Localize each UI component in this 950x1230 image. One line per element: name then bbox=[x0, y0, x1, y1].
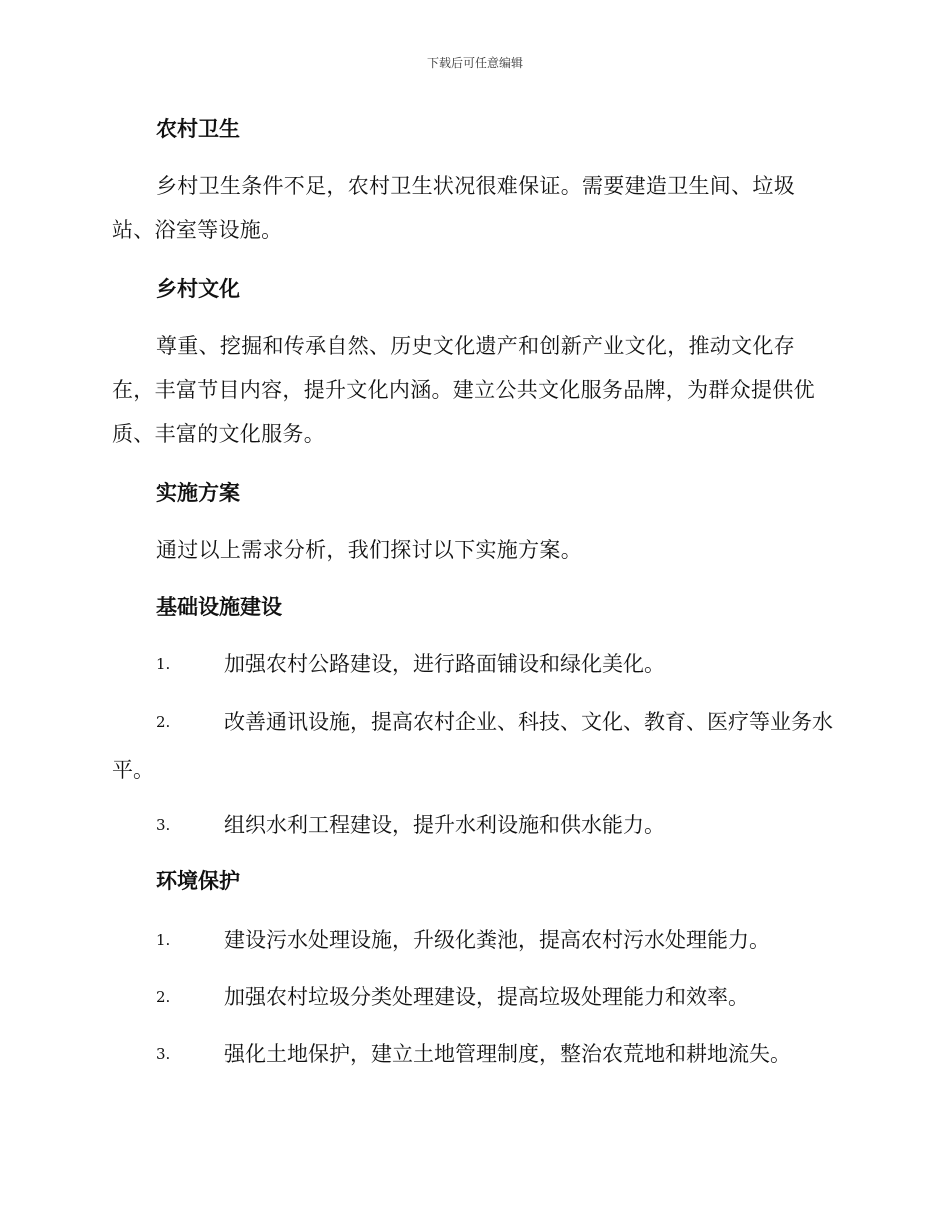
list-item-number: 1. bbox=[156, 655, 171, 673]
list-item-number: 2. bbox=[156, 988, 171, 1006]
list-item-number: 2. bbox=[156, 713, 171, 731]
section-heading-rural-hygiene: 农村卫生 bbox=[156, 117, 240, 141]
section-heading-environmental-protection: 环境保护 bbox=[156, 869, 240, 893]
section-heading-rural-culture: 乡村文化 bbox=[156, 277, 240, 301]
list-item-text: 加强农村公路建设，进行路面铺设和绿化美化。 bbox=[224, 652, 665, 676]
list-item bbox=[112, 801, 834, 849]
paragraph-rural-hygiene: 乡村卫生条件不足，农村卫生状况很难保证。需要建造卫生间、垃圾站、浴室等设施。 bbox=[112, 174, 795, 242]
list-item-text: 强化土地保护，建立土地管理制度，整治农荒地和耕地流失。 bbox=[224, 1042, 791, 1066]
list-item-number: 3. bbox=[156, 1045, 171, 1063]
page-header-text: 下载后可任意编辑 bbox=[426, 56, 523, 70]
list-item-number: 3. bbox=[156, 816, 171, 834]
paragraph-rural-culture: 尊重、挖掘和传承自然、历史文化遗产和创新产业文化，推动文化存在，丰富节目内容，提升文化内涵。建立公共文化服务品牌，为群众提供优质、丰富的文化服务。 bbox=[112, 334, 815, 446]
list-item-text: 建设污水处理设施，升级化粪池，提高农村污水处理能力。 bbox=[224, 928, 770, 952]
list-item bbox=[112, 1030, 834, 1078]
section-heading-infrastructure: 基础设施建设 bbox=[156, 595, 282, 619]
list-item-number: 1. bbox=[156, 931, 171, 949]
list-item-text: 组织水利工程建设，提升水利设施和供水能力。 bbox=[224, 813, 665, 837]
list-item-text: 加强农村垃圾分类处理建设，提高垃圾处理能力和效率。 bbox=[224, 985, 749, 1009]
section-heading-implementation: 实施方案 bbox=[156, 481, 240, 505]
list-item bbox=[112, 640, 834, 688]
paragraph-implementation: 通过以上需求分析，我们探讨以下实施方案。 bbox=[156, 538, 582, 562]
list-item bbox=[112, 698, 834, 794]
list-item bbox=[112, 916, 834, 964]
list-item bbox=[112, 973, 834, 1021]
list-item-text: 改善通讯设施，提高农村企业、科技、文化、教育、医疗等业务水平。 bbox=[112, 710, 833, 782]
